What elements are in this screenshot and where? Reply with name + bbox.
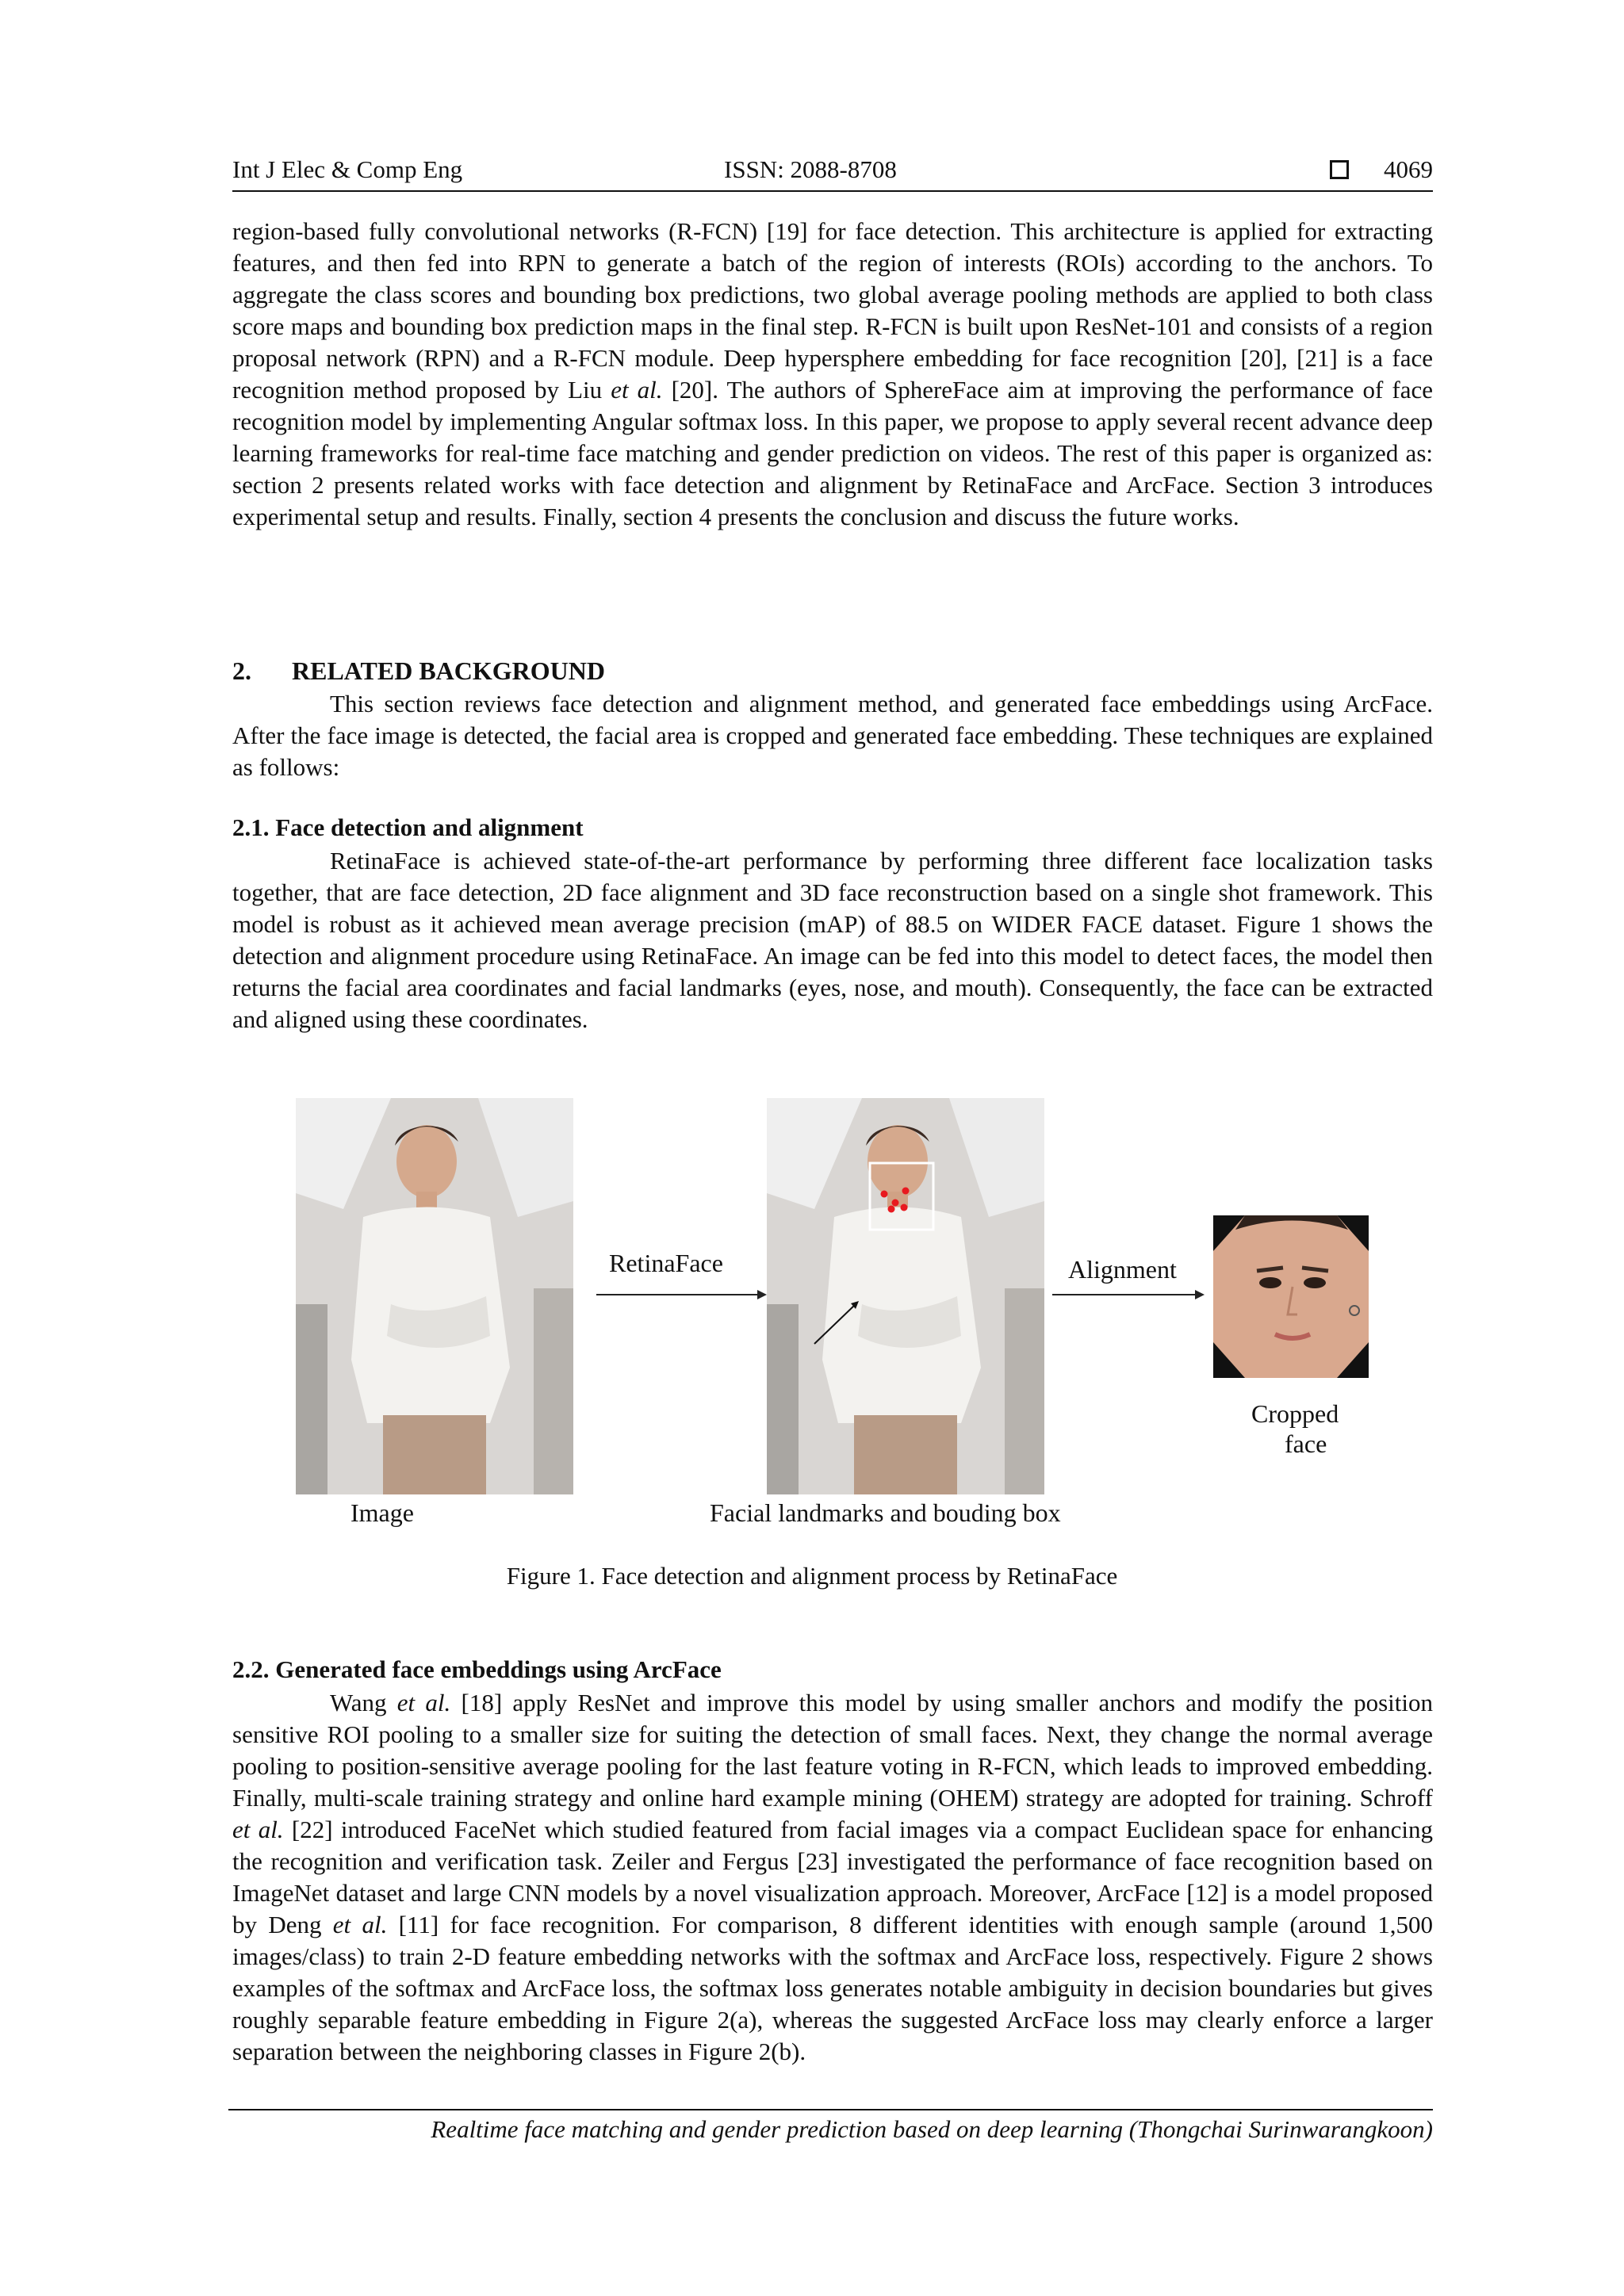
page-number: 4069 — [1384, 155, 1433, 183]
section-2-1-paragraph: RetinaFace is achieved state-of-the-art performance by performing three different face localization tasks together, that are face detection, 2D face alignment and 3D face reconstruction based on a single shot framework. This model is robust as it achieved mean average precision (mAP) of 88.5 on WIDER FACE dataset. Figure 1 shows the detection and alignment procedure using RetinaFace. An image can be fed into this model to detect faces, the model then returns the facial area coordinates and facial landmarks (eyes, nose, and mouth). Consequently, the face can be extracted and aligned using these coordinates. — [232, 847, 1433, 1033]
section-2-heading — [232, 656, 605, 686]
retinaface-arrow — [595, 1287, 769, 1303]
square-bullet-icon — [1330, 160, 1349, 179]
landmark-photo — [767, 1098, 1044, 1494]
landmark-right-eye — [902, 1188, 910, 1195]
label-cropped-line1: Cropped — [1251, 1399, 1339, 1428]
alignment-arrow — [1051, 1287, 1209, 1303]
label-alignment: Alignment — [1068, 1255, 1177, 1284]
intro-paragraph: region-based fully convolutional networks (R-FCN) [19] for face detection. This architecture is applied for extracting features, and then fed into RPN to generate a batch of the region of interests (ROIs) according to the anchors. To aggregate the class scores and bounding box predictions, two global average pooling methods are applied to both class score maps and bounding box prediction maps in the final step. R-FCN is built upon ResNet-101 and consists of a region proposal network (RPN) and a R-FCN module. Deep hypersphere embedding for face recognition [20], [21] is a face recognition method proposed by Liu et al. [20]. The authors of SphereFace aim at improving the performance of face recognition model by implementing Angular softmax loss. In this paper, we propose to apply several recent advance deep learning frameworks for real-time face matching and gender prediction on videos. The rest of this paper is organized as: section 2 presents related works with face detection and alignment by RetinaFace and ArcFace. Section 3 introduces experimental setup and results. Finally, section 4 presents the conclusion and discuss the future works. — [232, 217, 1433, 530]
landmark-mouth-right — [901, 1204, 908, 1211]
label-landmarks: Facial landmarks and bouding box — [710, 1498, 1061, 1527]
section-2-2-heading: 2.2. Generated face embeddings using ArcFace — [232, 1655, 722, 1683]
section-2-2-paragraph: Wang et al. [18] apply ResNet and improve this model by using smaller anchors and modify the position sensitive ROI pooling to a smaller size for suiting the detection of small faces. Next, they change the normal average pooling to position-sensitive average pooling for the last feature voting in R-FCN, which leads to improved embedding. Finally, multi-scale training strategy and online hard example mining (OHEM) strategy are adopted for training. Schroff et al. [22] introduced FaceNet which studied featured from facial images via a compact Euclidean space for enhancing the recognition and verification task. Zeiler and Fergus [23] investigated the performance of face recognition based on ImageNet dataset and large CNN models by a novel visualization approach. Moreover, ArcFace [12] is a model proposed by Deng et al. [11] for face recognition. For comparison, 8 different identities with enough sample (around 1,500 images/class) to train 2-D feature embedding networks with the softmax and ArcFace loss, respectively. Figure 2 shows examples of the softmax and ArcFace loss, the softmax loss generates notable ambiguity in decision boundaries but gives roughly separable feature embedding in Figure 2(a), whereas the suggested ArcFace loss may clearly enforce a larger separation between the neighboring classes in Figure 2(b). — [232, 1689, 1433, 2065]
figure-1-caption: Figure 1. Face detection and alignment process by RetinaFace — [506, 1562, 1118, 1590]
page-header — [232, 155, 1433, 192]
label-retinaface: RetinaFace — [609, 1249, 723, 1277]
page-number-group — [1330, 155, 1433, 184]
journal-name: Int J Elec & Comp Eng — [232, 155, 463, 183]
label-image: Image — [350, 1498, 414, 1527]
figure-1 — [293, 1098, 1380, 1542]
issn: ISSN: 2088-8708 — [724, 155, 897, 183]
section-title: RELATED BACKGROUND — [292, 656, 605, 685]
input-photo — [296, 1098, 573, 1494]
label-cropped-line2: face — [1285, 1429, 1327, 1458]
landmark-left-eye — [881, 1191, 888, 1198]
section-2-paragraph: This section reviews face detection and alignment method, and generated face embeddings using ArcFace. After the face image is detected, the facial area is cropped and generated face embedding. These techniques are explained as follows: — [232, 690, 1433, 781]
section-number: 2. — [232, 656, 251, 685]
section-2-1-heading: 2.1. Face detection and alignment — [232, 813, 584, 841]
landmark-nose — [892, 1200, 899, 1207]
page-footer: Realtime face matching and gender prediction based on deep learning (Thongchai Surinwarangkoon) — [228, 2109, 1433, 2144]
cropped-face-photo — [1213, 1215, 1369, 1378]
landmark-mouth-left — [888, 1206, 895, 1213]
